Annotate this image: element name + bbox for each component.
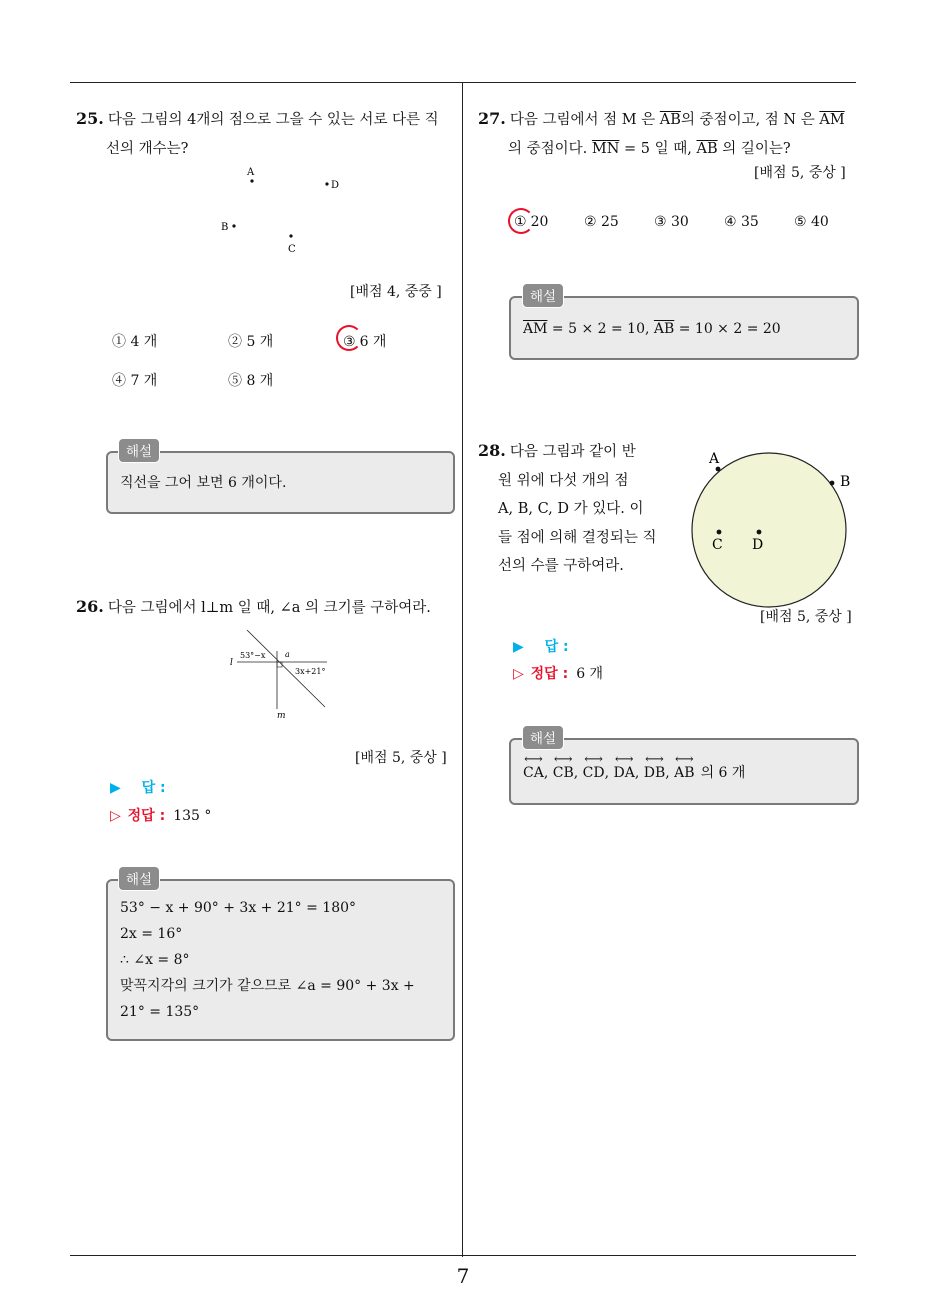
q26-explanation-box	[106, 879, 455, 1041]
q26-answer-label: 답 :	[141, 780, 166, 796]
q26-correct-value: 135 °	[173, 808, 212, 824]
q25-choice-1[interactable]: ① 4 개	[112, 334, 158, 350]
q27-choice-3[interactable]: ③ 30	[654, 214, 689, 230]
q26-answer-row	[110, 777, 166, 797]
q28-question	[478, 437, 673, 581]
q25-point-b	[232, 224, 235, 227]
q27-explanation	[523, 316, 781, 342]
q25-points-figure	[200, 160, 360, 260]
q28-label-d: D	[752, 537, 764, 553]
q28-point-b	[830, 481, 835, 486]
q28-circle	[692, 453, 846, 607]
q25-point-c-label: C	[288, 244, 296, 255]
q27-choice-4[interactable]: ④ 35	[724, 214, 759, 230]
q25-explanation: 직선을 그어 보면 6 개이다.	[120, 475, 287, 491]
q27-number: 27.	[478, 109, 506, 128]
q26-correct-arrow: ▷	[110, 808, 121, 824]
q28-text-line1: 다음 그림과 같이 반	[509, 444, 636, 460]
separator: ,	[604, 765, 614, 781]
q26-explanation-line2: 2x = 16°	[120, 926, 183, 942]
q25-point-a-label: A	[247, 167, 255, 178]
q28-number: 28.	[478, 441, 506, 460]
q26-label-angle1: 53°−x	[240, 651, 266, 660]
q28-point-a	[716, 467, 721, 472]
line-label: DA	[613, 765, 635, 781]
line-label: AB	[674, 765, 695, 781]
q27-line1-am: $\overline{AM}$	[819, 112, 845, 128]
q28-line-notation	[552, 752, 574, 781]
q28-explanation-tag: 해설	[522, 725, 564, 750]
q26-explanation-line4: 맞꼭지각의 크기가 같으므로 ∠a = 90° + 3x +	[120, 978, 415, 994]
q26-correct-label: 정답 :	[127, 808, 166, 824]
q28-lines-list	[523, 752, 695, 781]
q26-figure	[225, 625, 335, 720]
line-label: CB	[552, 765, 574, 781]
q28-text-line4: 들 점에 의해 결정되는 직	[498, 529, 657, 546]
page-number: 7	[456, 1264, 470, 1288]
q26-explanation-tag: 해설	[118, 866, 160, 891]
q26-explanation-line5: 21° = 135°	[120, 1004, 200, 1020]
q25-choice-2[interactable]: ② 5 개	[228, 334, 274, 350]
q26-number: 26.	[76, 597, 104, 616]
q26-text: 다음 그림에서 l⊥m 일 때, ∠a 의 크기를 구하여라.	[107, 600, 431, 616]
q27-score: [배점 5, 중상 ]	[754, 165, 846, 181]
q26-label-m: m	[277, 711, 286, 720]
q28-answer-arrow: ▶	[513, 639, 524, 655]
q27-explanation-am: $\overline{AM}$	[523, 321, 548, 337]
q28-score: [배점 5, 중상 ]	[760, 609, 852, 625]
q27-line2-c: = 5 일 때,	[624, 141, 692, 157]
q27-line2-e: 의 길이는?	[722, 141, 791, 157]
line-label: DB	[643, 765, 666, 781]
q27-question	[478, 104, 863, 164]
q28-text-line5: 선의 수를 구하여라.	[498, 558, 624, 574]
q28-line-notation	[523, 752, 544, 781]
column-divider	[462, 82, 463, 1257]
q28-label-a: A	[709, 451, 720, 467]
q28-answer-label: 답 :	[544, 639, 569, 655]
q27-choice-2[interactable]: ② 25	[584, 214, 619, 230]
q25-choice-3-mark: ③	[343, 334, 356, 350]
q28-line-notation	[674, 752, 695, 781]
q26-question	[76, 592, 456, 623]
q25-point-b-label: B	[221, 222, 229, 233]
q25-text-line1: 다음 그림의 4개의 점으로 그을 수 있는 서로 다른 직	[107, 112, 439, 128]
q28-correct-arrow: ▷	[513, 666, 524, 682]
q28-answer-row	[513, 636, 569, 656]
q26-explanation-line1: 53° − x + 90° + 3x + 21° = 180°	[120, 900, 357, 916]
q28-correct-value: 6 개	[576, 666, 604, 682]
q26-label-l: l	[230, 658, 233, 668]
q28-figure	[685, 440, 865, 610]
q27-line2-mn: $\overline{MN}$	[591, 141, 620, 157]
q27-line1-c: 의 중점이고, 점 N 은	[680, 112, 815, 128]
q27-choice-1-mark: ①	[514, 214, 527, 230]
q28-label-b: B	[840, 474, 851, 490]
separator: ,	[634, 765, 644, 781]
q28-point-c	[717, 530, 722, 535]
q26-label-a: a	[285, 650, 290, 659]
q25-choice-3-text: 6 개	[359, 334, 387, 350]
separator: ,	[543, 765, 553, 781]
q25-choice-5[interactable]: ⑤ 8 개	[228, 373, 274, 389]
q26-score: [배점 5, 중상 ]	[355, 750, 447, 766]
q28-correct-row	[513, 663, 603, 683]
bottom-rule	[70, 1255, 856, 1256]
q28-correct-label: 정답 :	[530, 666, 569, 682]
line-label: CD	[582, 765, 605, 781]
double-arrow-icon: ⟷	[645, 752, 664, 767]
q25-point-c	[289, 234, 292, 237]
q28-line-notation	[613, 752, 635, 781]
q27-line2-ab: $\overline{AB}$	[696, 141, 718, 157]
separator: ,	[573, 765, 583, 781]
q27-explanation-tag: 해설	[522, 283, 564, 308]
double-arrow-icon: ⟷	[553, 752, 573, 767]
double-arrow-icon: ⟷	[524, 752, 543, 767]
q28-explanation-end: 의 6 개	[700, 765, 746, 781]
q25-explanation-tag: 해설	[118, 438, 160, 463]
double-arrow-icon: ⟷	[614, 752, 634, 767]
q27-explanation-ab: $\overline{AB}$	[653, 321, 675, 337]
q27-choice-1-text: 20	[530, 214, 549, 230]
q28-line-notation	[582, 752, 605, 781]
q26-answer-arrow: ▶	[110, 780, 121, 796]
q27-line2-a: 의 중점이다.	[508, 141, 588, 157]
q28-point-d	[757, 530, 762, 535]
q27-line1-a: 다음 그림에서 점 M 은	[509, 112, 656, 128]
q25-text-line2: 선의 개수는?	[106, 141, 189, 157]
q25-point-d-label: D	[331, 180, 340, 191]
q28-explanation	[523, 752, 746, 786]
q27-explanation-end: = 10 × 2 = 20	[674, 321, 781, 337]
top-rule	[70, 82, 856, 83]
q25-question	[76, 104, 456, 164]
q26-correct-row	[110, 805, 211, 825]
q26-label-angle2: 3x+21°	[295, 667, 326, 676]
q27-line1-ab: $\overline{AB}$	[659, 112, 681, 128]
double-arrow-icon: ⟷	[675, 752, 694, 767]
q26-explanation-line3: ∴ ∠x = 8°	[120, 952, 190, 968]
q25-choice-4[interactable]: ④ 7 개	[112, 373, 158, 389]
q28-text-line2: 원 위에 다섯 개의 점	[498, 472, 629, 489]
q25-point-d	[325, 182, 328, 185]
q25-number: 25.	[76, 109, 104, 128]
q27-correct-circle	[508, 208, 534, 234]
double-arrow-icon: ⟷	[584, 752, 603, 767]
q25-point-a	[250, 179, 253, 182]
q28-line-notation	[643, 752, 666, 781]
line-label: CA	[523, 765, 544, 781]
q26-explanation	[120, 895, 444, 1025]
q27-explanation-mid: = 5 × 2 = 10,	[547, 321, 654, 337]
separator: ,	[665, 765, 675, 781]
q28-text-line3: A, B, C, D 가 있다. 이	[498, 501, 644, 517]
q27-choice-5[interactable]: ⑤ 40	[794, 214, 829, 230]
q28-label-c: C	[712, 537, 723, 553]
q25-correct-circle	[336, 325, 362, 351]
q25-score: [배점 4, 중중 ]	[350, 284, 442, 300]
